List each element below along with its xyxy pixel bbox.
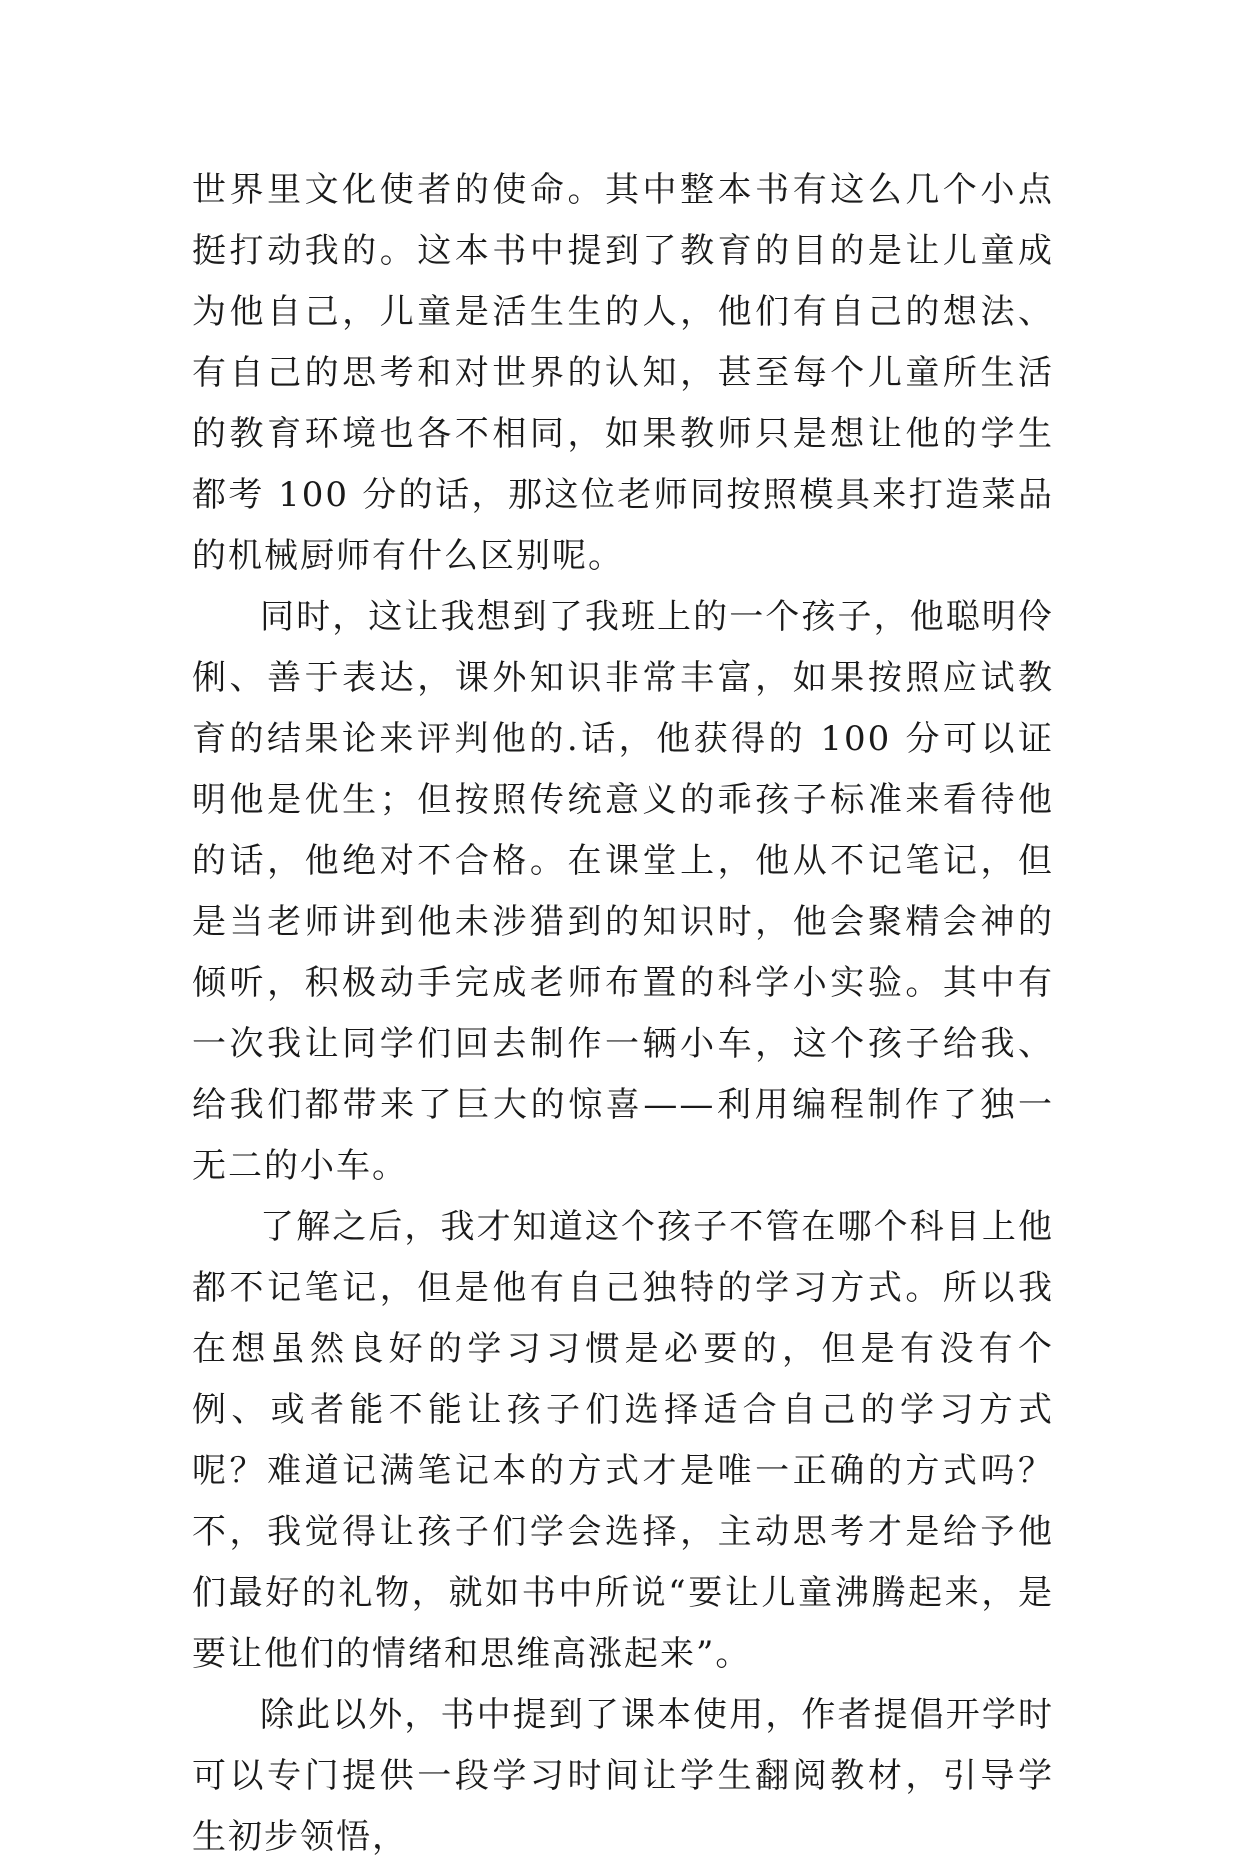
- paragraph-2: 同时，这让我想到了我班上的一个孩子，他聪明伶俐、善于表达，课外知识非常丰富，如果按照应试教育的结果论来评判他的.话，他获得的 100 分可以证明他是优生；但按照传统意义的乖孩子标准来看待他的话，他绝对不合格。在课堂上，他从不记笔记，但是当老师讲到他未涉猎到的知识时，他会聚精会神的倾听，积极动手完成老师布置的科学小实验。其中有一次我让同学们回去制作一辆小车，这个孩子给我、给我们都带来了巨大的惊喜——利用编程制作了独一无二的小车。: [192, 597, 1054, 1186]
- document-body: [192, 160, 1054, 1868]
- paragraph-3: 了解之后，我才知道这个孩子不管在哪个科目上他都不记笔记，但是他有自己独特的学习方式。所以我在想虽然良好的学习习惯是必要的，但是有没有个例、或者能不能让孩子们选择适合自己的学习方式呢？难道记满笔记本的方式才是唯一正确的方式吗？不，我觉得让孩子们学会选择，主动思考才是给予他们最好的礼物，就如书中所说“要让儿童沸腾起来，是要让他们的情绪和思维高涨起来”。: [192, 1207, 1054, 1674]
- paragraph-1: 世界里文化使者的使命。其中整本书有这么几个小点挺打动我的。这本书中提到了教育的目的是让儿童成为他自己，儿童是活生生的人，他们有自己的想法、有自己的思考和对世界的认知，甚至每个儿童所生活的教育环境也各不相同，如果教师只是想让他的学生都考 100 分的话，那这位老师同按照模具来打造菜品的机械厨师有什么区别呢。: [192, 170, 1054, 576]
- paragraph-4: 除此以外，书中提到了课本使用，作者提倡开学时可以专门提供一段学习时间让学生翻阅教材，引导学生初步领悟，: [192, 1695, 1054, 1857]
